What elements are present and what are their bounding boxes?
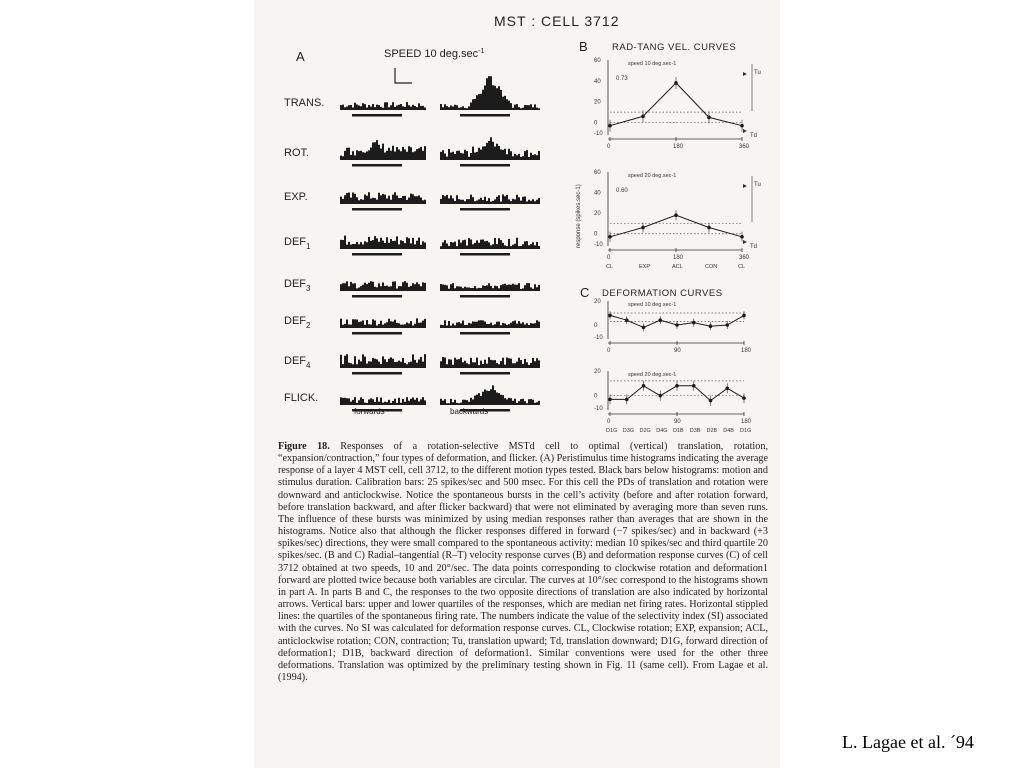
x-tick-label: 360 <box>739 144 750 150</box>
x-tick-label: 180 <box>673 255 684 261</box>
x-category-label: D3B <box>689 428 701 434</box>
translation-down-label: Td <box>750 244 758 250</box>
panel-b <box>576 39 761 270</box>
histogram-backward <box>440 357 540 368</box>
caption-label: Figure 18. <box>278 441 330 452</box>
stimulus-bar-backward <box>460 372 510 375</box>
y-tick-label: 40 <box>594 78 601 85</box>
figure-caption <box>278 441 768 684</box>
stimulus-bar-backward <box>460 164 510 167</box>
y-tick-label: -10 <box>594 335 603 341</box>
speed-label: speed 20 deg.sec-1 <box>628 173 677 179</box>
translation-down-label: Td <box>750 133 758 139</box>
arrow-down-icon <box>743 129 747 133</box>
data-point <box>658 394 662 398</box>
stimulus-bar-backward <box>460 208 510 211</box>
selectivity-index: 0.60 <box>616 188 628 194</box>
data-point <box>725 323 729 327</box>
x-tick-label: 0 <box>607 348 611 354</box>
data-point <box>740 235 744 239</box>
y-tick-label: 40 <box>594 190 601 197</box>
stimulus-bar-forward <box>352 114 402 117</box>
data-point <box>709 324 713 328</box>
rt-curve-10 <box>594 58 761 150</box>
y-tick-label: 0 <box>594 393 598 400</box>
x-tick-label: 90 <box>674 419 681 425</box>
x-tick-label: 180 <box>741 348 752 354</box>
x-category-label: CL <box>738 264 746 270</box>
forwards-label: forwards <box>354 407 385 416</box>
x-category-label: CL <box>606 264 614 270</box>
histogram-forward <box>340 397 426 405</box>
data-point <box>709 399 713 403</box>
histogram-backward <box>440 76 540 110</box>
y-tick-label: -10 <box>594 242 603 248</box>
histogram-backward <box>440 238 540 249</box>
deformation-curve-20 <box>594 369 752 434</box>
response-curve <box>610 83 742 126</box>
x-tick-label: 360 <box>739 255 750 261</box>
panel-a <box>284 48 540 416</box>
data-point <box>675 323 679 327</box>
deformation-curve-10 <box>594 299 752 354</box>
x-category-label: ACL <box>672 264 683 270</box>
data-point <box>742 396 746 400</box>
y-tick-label: 20 <box>594 369 601 375</box>
histogram-forward <box>340 192 426 204</box>
y-tick-label: 20 <box>594 211 601 218</box>
data-point <box>642 384 646 388</box>
condition-label: FLICK. <box>284 392 319 404</box>
histogram-forward <box>340 102 426 110</box>
data-point <box>692 321 696 325</box>
data-point <box>674 213 678 217</box>
stimulus-bar-backward <box>460 253 510 256</box>
x-tick-label: 180 <box>741 419 752 425</box>
data-point <box>608 314 612 318</box>
y-tick-label: -10 <box>594 131 603 137</box>
histogram-backward <box>440 283 540 291</box>
stimulus-bar-forward <box>352 332 402 335</box>
data-point <box>641 226 645 230</box>
data-point <box>725 386 729 390</box>
x-category-label: D1B <box>673 428 684 434</box>
citation-credit: L. Lagae et al. ´94 <box>842 732 974 752</box>
x-tick-label: 0 <box>607 144 611 150</box>
panel-c-letter: C <box>580 285 590 300</box>
y-tick-label: 60 <box>594 170 601 176</box>
histogram-forward <box>340 281 426 291</box>
panel-a-letter: A <box>296 49 305 64</box>
histogram-forward <box>340 318 426 328</box>
condition-label: $DEF_4$ <box>284 355 311 370</box>
backwards-label: backwards <box>450 407 489 416</box>
data-point <box>692 384 696 388</box>
data-point <box>674 81 678 85</box>
stimulus-bar-forward <box>352 295 402 298</box>
stimulus-bar-backward <box>460 295 510 298</box>
condition-label: $DEF_2$ <box>284 315 311 330</box>
stimulus-bar-forward <box>352 164 402 167</box>
translation-up-label: Tu <box>754 70 761 76</box>
data-point <box>625 398 629 402</box>
data-point <box>608 398 612 402</box>
calibration-bar <box>395 68 412 83</box>
data-point <box>641 115 645 119</box>
arrow-up-icon <box>743 184 747 188</box>
x-category-label: CON <box>705 264 718 270</box>
x-tick-label: 0 <box>607 419 611 425</box>
translation-up-label: Tu <box>754 182 761 188</box>
panel-b-title: RAD-TANG VEL. CURVES <box>612 42 737 53</box>
stimulus-bar-backward <box>460 114 510 117</box>
y-tick-label: 20 <box>594 299 601 305</box>
x-tick-label: 90 <box>674 348 681 354</box>
x-category-label: EXP <box>639 264 651 270</box>
speed-label: speed 10 deg.sec-1 <box>628 302 677 308</box>
y-tick-label: -10 <box>594 406 603 412</box>
data-point <box>625 318 629 322</box>
arrow-down-icon <box>743 240 747 244</box>
panel-a-speed-label: SPEED 10 $deg.\sec^{-1}$ <box>384 48 485 60</box>
data-point <box>608 235 612 239</box>
panel-c <box>580 285 752 434</box>
panel-b-letter: B <box>579 39 588 54</box>
stimulus-bar-forward <box>352 208 402 211</box>
histogram-backward <box>440 194 540 204</box>
selectivity-index: 0.73 <box>616 76 628 82</box>
data-point <box>658 318 662 322</box>
histogram-forward <box>340 140 426 160</box>
stimulus-bar-backward <box>460 332 510 335</box>
data-point <box>740 124 744 128</box>
histogram-forward <box>340 354 426 368</box>
histogram-backward <box>440 137 540 160</box>
panel-c-title: DEFORMATION CURVES <box>602 288 723 299</box>
condition-label: $DEF_3$ <box>284 278 311 293</box>
histogram-backward <box>440 320 540 328</box>
histogram-backward <box>440 385 540 405</box>
x-tick-label: 0 <box>607 255 611 261</box>
x-category-label: D3G <box>622 428 635 434</box>
condition-label: ROT. <box>284 147 310 159</box>
figure-18 <box>254 0 780 440</box>
y-tick-label: 0 <box>594 323 598 329</box>
speed-label: speed 20 deg.sec-1 <box>628 372 677 378</box>
x-category-label: D1G <box>606 428 618 434</box>
data-point <box>707 226 711 230</box>
panel-b-ylabel: response (spikes.sec-1) <box>576 184 582 248</box>
x-category-label: D4G <box>656 428 668 434</box>
stimulus-bar-forward <box>352 372 402 375</box>
caption-text: Responses of a rotation-selective MSTd cell to optimal (vertical) translation, rotation, “expansion/contraction,” four types of deformation, and flicker. (A) Peristimulus time histograms indicating the average response of a layer 4 MST cell, cell 3712, to the different motion types tested. Black bars below histograms: motion and stimulus duration. Calibration bars: 25 spikes/sec and 500 msec. For this cell the PDs of translation and rotation were downward and anticlockwise. Notice the spontaneous bursts in the cell’s activity (before and after rotation forward, before translation backward, and after flicker backward) that were not eliminated by averaging more than seven runs. The influence of these bursts was minimized by using median responses rather than averages that are shown in the histograms. Notice also that although the flicker responses differed in forward (−7 spikes/sec) and in backward (+3 spikes/sec) directions, they were small compared to the spontaneous activity: median 10 spikes/sec and third quartile 20 spikes/sec. (B and C) Radial–tangential (R–T) velocity response curves (B) and deformation response curves (C) of cell 3712 obtained at two speeds, 10 and 20°/sec. The data points corresponding to clockwise rotation and deformation1 forward are plotted twice because both variables are circular. The curves at 10°/sec correspond to the histograms shown in part A. In parts B and C, the responses to the two opposite directions of translation are also indicated by horizontal arrows. Vertical bars: upper and lower quartiles of the responses, which are median net firing rates. Horizontal stippled lines: the quartiles of the spontaneous firing rate. The numbers indicate the value of the selectivity index (SI) associated with the curves. No SI was calculated for deformation response curves. CL, Clockwise rotation; EXP, expansion; ACL, anticlockwise rotation; CON, contraction; Tu, translation upward; Td, translation downward; D1G, forward direction of deformation1; D1B, backward direction of deformation1. Similar conventions were used for the other three deformations. Translation was optimized by the preliminary testing shown in Fig. 11 (same cell). From Lagae et al. (1994). <box>278 441 768 683</box>
rt-curve-20 <box>594 170 761 270</box>
speed-label: speed 10 deg.sec-1 <box>628 61 677 67</box>
condition-label: $DEF_1$ <box>284 236 311 251</box>
data-point <box>742 314 746 318</box>
y-tick-label: 60 <box>594 58 601 64</box>
y-tick-label: 0 <box>594 120 598 127</box>
arrow-up-icon <box>743 72 747 76</box>
y-tick-label: 20 <box>594 99 601 106</box>
x-tick-label: 180 <box>673 144 684 150</box>
data-point <box>675 384 679 388</box>
data-point <box>608 124 612 128</box>
x-category-label: D2B <box>706 428 718 434</box>
condition-label: TRANS. <box>284 97 325 109</box>
figure-title: MST : CELL 3712 <box>494 13 620 29</box>
y-tick-label: 0 <box>594 231 598 238</box>
histogram-forward <box>340 236 426 249</box>
x-category-label: D4B <box>723 428 734 434</box>
data-point <box>707 116 711 120</box>
data-point <box>642 326 646 330</box>
x-category-label: D2G <box>639 428 651 434</box>
x-category-label: D1G <box>740 428 752 434</box>
stimulus-bar-forward <box>352 253 402 256</box>
condition-label: EXP. <box>284 191 308 203</box>
